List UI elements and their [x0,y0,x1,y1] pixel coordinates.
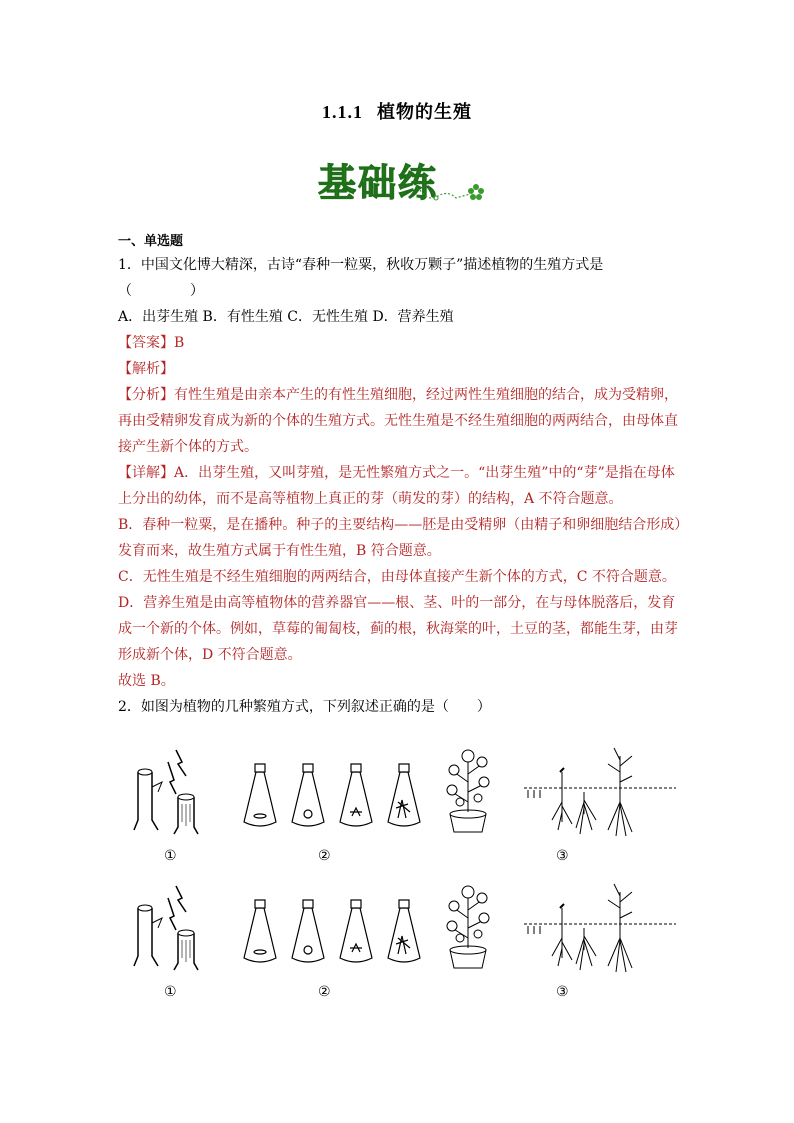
paren-close: ） [190,283,204,299]
xiangjie-line-5: C．无性生殖是不经生殖细胞的两两结合，由母体直接产生新个体的方式，C 不符合题意。 [118,569,676,585]
grafting-illustration [130,878,200,973]
caption-1: ① [164,848,177,864]
cutting-propagation-illustration [520,742,680,837]
fenxi-line-2: 再由受精卵发育成为新的个体的生殖方式。无性生殖是不经生殖细胞的两两结合，由母体直 [118,413,678,429]
title-number: 1.1.1 [322,102,363,122]
fenxi-line-3: 接产生新个体的方式。 [118,439,258,455]
xiangjie-line-1: 【详解】A．出芽生殖，又叫芽殖，是无性繁殖方式之一。“出芽生殖”中的“芽”是指在母体 [118,465,675,481]
q1-paren [118,278,678,304]
xiangjie-line-6: D．营养生殖是由高等植物体的营养器官——根、茎、叶的一部分，在与母体脱落后，发育 [118,595,676,611]
xiangjie-tag: 【详解】 [118,465,174,481]
section-heading: 一、单选题 [118,234,184,249]
cutting-propagation-illustration [520,878,680,973]
caption-3: ③ [556,848,569,864]
q1-stem: 1．中国文化博大精深，古诗“春种一粒粟，秋收万颗子”描述植物的生殖方式是 [118,257,604,273]
banner-text: 基础练 [318,161,439,205]
xiangjie-line-8: 形成新个体，D 不符合题意。 [118,647,302,663]
caption-2: ② [318,848,331,864]
answer-value: B [174,335,185,351]
xiangjie-line-4: 发育而来，故生殖方式属于有性生殖，B 符合题意。 [118,543,441,559]
tissue-culture-flasks-illustration [238,742,438,837]
q1-answer [118,330,678,356]
content [118,232,689,720]
title-text: 植物的生殖 [377,102,472,123]
xiangjie-line-7: 成一个新的个体。例如，草莓的匍匐枝，蓟的根，秋海棠的叶，土豆的茎，都能生芽，由芽 [118,621,678,637]
conclusion: 故选 B。 [118,673,175,689]
fenxi-line-1: 【分析】有性生殖是由亲本产生的有性生殖细胞，经过两性生殖细胞的结合，成为受精卵， [118,387,678,403]
q1-options: A．出芽生殖 B．有性生殖 C．无性生殖 D．营养生殖 [118,309,454,325]
banner [318,152,478,212]
xiangjie-line-2: 上分出的幼体，而不是高等植物上真正的芽（萌发的芽）的结构，A 不符合题意。 [118,491,623,507]
flower-decoration-icon [418,180,488,210]
answer-tag: 【答案】 [118,335,174,351]
paren-open: （ [118,283,132,299]
xiangjie-line-3: B．春种一粒粟，是在播种。种子的主要结构——胚是由受精卵（由精子和卵细胞结合形成） [118,517,689,533]
page-title [0,98,794,124]
potted-plant-illustration [438,878,498,973]
figure-row [118,742,678,872]
caption-2: ② [318,984,331,1000]
caption-3: ③ [556,984,569,1000]
potted-plant-illustration [438,742,498,837]
figure-row [118,878,678,1008]
caption-1: ① [164,984,177,1000]
q2-stem: 2．如图为植物的几种繁殖方式，下列叙述正确的是（ ） [118,699,491,715]
tissue-culture-flasks-illustration [238,878,438,973]
grafting-illustration [130,742,200,837]
fenxi-tag: 【分析】 [118,387,174,403]
analysis-tag: 【解析】 [118,361,174,377]
